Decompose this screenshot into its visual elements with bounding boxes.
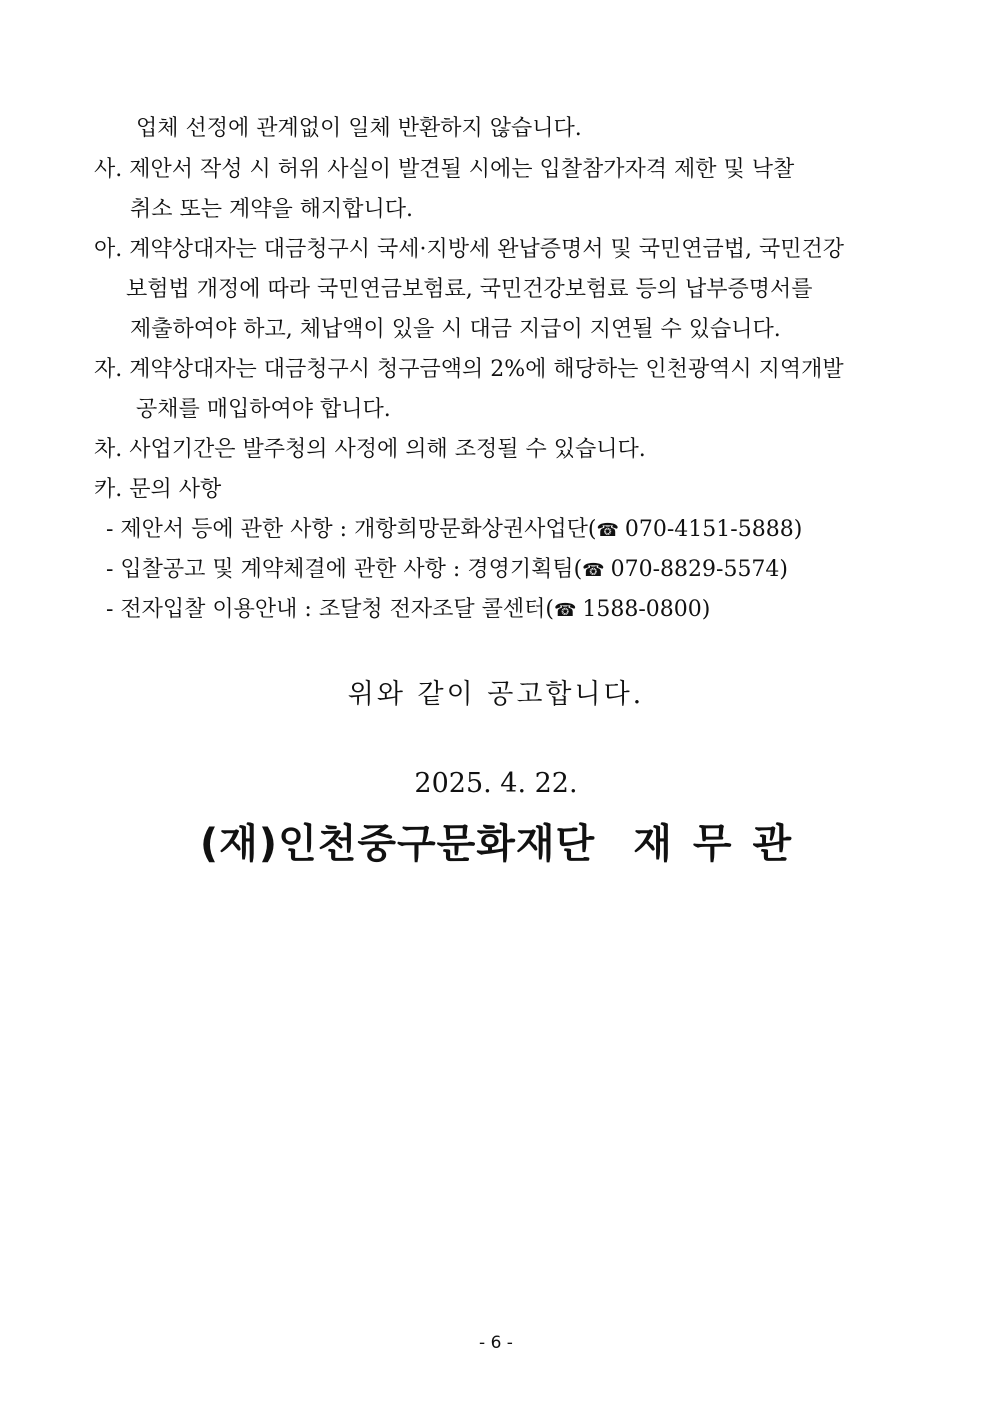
closing-notice: 위와 같이 공고합니다. [347,679,645,710]
page-number: - 6 - [479,1333,513,1353]
phone-icon: ☎ [596,520,619,541]
issuer-title-char: 관 [752,821,793,867]
contact-label: - 입찰공고 및 계약체결에 관한 사항 : 경영기획팀( [106,557,583,582]
contact-label: - 전자입찰 이용안내 : 조달청 전자조달 콜센터( [106,597,554,622]
announcement-date: 2025. 4. 22. [414,768,578,799]
body-line-2: 사. 제안서 작성 시 허위 사실이 발견될 시에는 입찰참가자격 제한 및 낙찰 [94,157,795,182]
body-line-1: 업체 선정에 관계없이 일체 반환하지 않습니다. [136,116,582,141]
contact-phone: 070-8829-5574) [610,557,789,582]
issuer-title-char: 무 [692,821,733,867]
phone-icon: ☎ [553,600,577,621]
body-line-5: 보험법 개정에 따라 국민연금보험료, 국민건강보험료 등의 납부증명서를 [126,277,813,302]
phone-icon: ☎ [582,560,605,581]
contact-line-2 [106,555,788,586]
body-line-10: 카. 문의 사항 [94,477,222,502]
contact-line-1 [106,515,802,546]
body-line-3: 취소 또는 계약을 해지합니다. [130,197,413,222]
issuer-title-char: 재 [633,821,673,867]
contact-line-3 [106,595,710,626]
contact-phone: 1588-0800) [582,597,711,622]
contact-phone: 070-4151-5888) [624,517,803,542]
body-line-9: 차. 사업기간은 발주청의 사정에 의해 조정될 수 있습니다. [94,437,646,462]
body-line-4: 아. 계약상대자는 대금청구시 국세·지방세 완납증명서 및 국민연금법, 국민건강 [94,237,844,262]
body-line-6: 제출하여야 하고, 체납액이 있을 시 대금 지급이 지연될 수 있습니다. [130,317,781,342]
contact-label: - 제안서 등에 관한 사항 : 개항희망문화상권사업단( [106,517,597,542]
issuer-organization: (재)인천중구문화재단 [199,821,596,867]
issuer [0,812,992,869]
body-line-8: 공채를 매입하여야 합니다. [136,397,391,422]
body-line-7: 자. 계약상대자는 대금청구시 청구금액의 2%에 해당하는 인천광역시 지역개발 [94,357,844,382]
